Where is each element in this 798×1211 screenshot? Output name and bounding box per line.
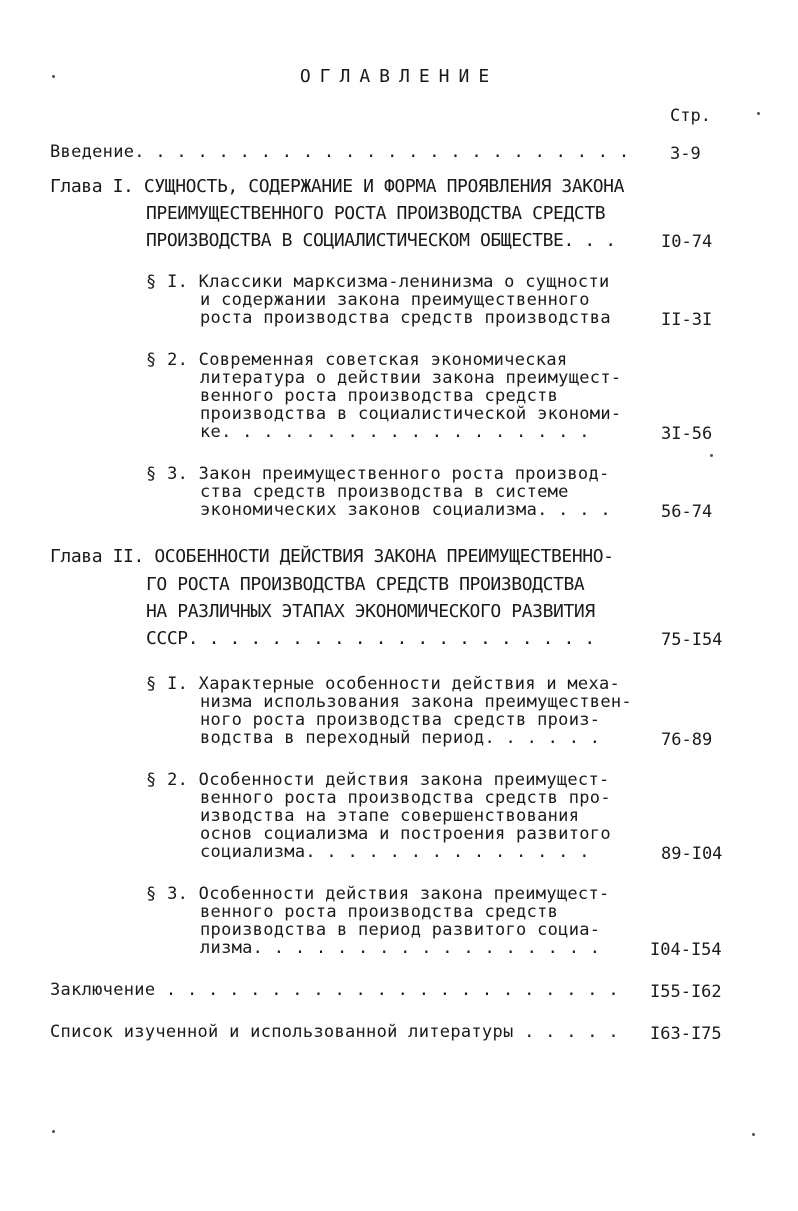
section-1-3-line: ства средств производства в системе	[200, 482, 569, 502]
toc-entry-introduction: Введение. . . . . . . . . . . . . . . . . . . . . . . .	[50, 142, 630, 162]
section-2-1-line: водства в переходный период. . . . . .	[200, 728, 601, 748]
section-2-2-line: § 2. Особенности действия закона преимущест-	[146, 770, 610, 790]
toc-page-chapter-2: 75-I54	[661, 630, 723, 650]
toc-page-section-2-3: I04-I54	[650, 940, 722, 960]
section-1-1-line: и содержании закона преимущественного	[200, 290, 590, 310]
section-2-3-line: производства в период развитого социа-	[200, 920, 601, 940]
section-2-3-line: венного роста производства средств	[200, 902, 559, 922]
section-1-3-line: § 3. Закон преимущественного роста производ-	[146, 464, 610, 484]
chapter-2-title-line: НА РАЗЛИЧНЫХ ЭТАПАХ ЭКОНОМИЧЕСКОГО РАЗВИТИЯ	[146, 601, 595, 622]
section-2-3-line: лизма. . . . . . . . . . . . . . . . .	[200, 938, 601, 958]
toc-page-section-1-2: 3I-56	[661, 424, 713, 444]
toc-page-section-2-1: 76-89	[661, 730, 713, 750]
scan-speck	[752, 1133, 755, 1136]
scan-speck	[757, 112, 760, 115]
section-2-2-line: венного роста производства средств про-	[200, 788, 611, 808]
chapter-1-title-line: Глава I. СУЩНОСТЬ, СОДЕРЖАНИЕ И ФОРМА ПРОЯВЛЕНИЯ ЗАКОНА	[50, 176, 625, 197]
toc-entry-bibliography: Список изученной и использованной литературы . . . . .	[50, 1022, 619, 1042]
toc-page-bibliography: I63-I75	[650, 1024, 722, 1044]
section-1-2-line: ке. . . . . . . . . . . . . . . . . .	[200, 422, 590, 442]
section-1-2-line: венного роста производства средств	[200, 386, 559, 406]
chapter-1-title-line: ПРОИЗВОДСТВА В СОЦИАЛИСТИЧЕСКОМ ОБЩЕСТВЕ. . .	[146, 230, 616, 251]
chapter-2-title-line: ГО РОСТА ПРОИЗВОДСТВА СРЕДСТВ ПРОИЗВОДСТВА	[146, 574, 585, 595]
toc-page-chapter-1: I0-74	[661, 232, 713, 252]
section-2-2-line: основ социализма и построения развитого	[200, 824, 611, 844]
scan-speck	[52, 1130, 55, 1133]
section-1-2-line: производства в социалистической экономи-	[200, 404, 622, 424]
section-1-2-line: литература о действии закона преимущест-	[200, 368, 622, 388]
chapter-2-title-line: Глава II. ОСОБЕННОСТИ ДЕЙСТВИЯ ЗАКОНА ПРЕИМУЩЕСТВЕННО-	[50, 546, 614, 567]
section-1-3-line: экономических законов социализма. . . .	[200, 500, 611, 520]
section-2-2-line: изводства на этапе совершенствования	[200, 806, 580, 826]
toc-page-introduction: 3-9	[670, 144, 701, 164]
section-2-1-line: § I. Характерные особенности действия и меха-	[146, 674, 621, 694]
page-column-label: Стр.	[670, 106, 711, 126]
chapter-1-title-line: ПРЕИМУЩЕСТВЕННОГО РОСТА ПРОИЗВОДСТВА СРЕДСТВ	[146, 203, 606, 224]
section-2-3-line: § 3. Особенности действия закона преимущест-	[146, 884, 610, 904]
toc-page-conclusion: I55-I62	[650, 982, 722, 1002]
section-2-1-line: ного роста производства средств произ-	[200, 710, 601, 730]
scan-speck	[52, 75, 55, 78]
section-2-1-line: низма использования закона преимуществен-	[200, 692, 632, 712]
section-1-2-line: § 2. Современная советская экономическая	[146, 350, 568, 370]
toc-page-section-2-2: 89-I04	[661, 844, 723, 864]
toc-entry-conclusion: Заключение . . . . . . . . . . . . . . . . . . . . . .	[50, 980, 619, 1000]
toc-page-section-1-3: 56-74	[661, 502, 713, 522]
section-2-2-line: социализма. . . . . . . . . . . . . .	[200, 842, 590, 862]
scan-speck	[710, 454, 713, 457]
toc-page-section-1-1: II-3I	[661, 310, 713, 330]
page-title: ОГЛАВЛЕНИЕ	[299, 66, 499, 87]
section-1-1-line: роста производства средств производства	[200, 308, 611, 328]
chapter-2-title-line: СССР. . . . . . . . . . . . . . . . . . . .	[146, 628, 595, 649]
section-1-1-line: § I. Классики марксизма-ленинизма о сущности	[146, 272, 610, 292]
